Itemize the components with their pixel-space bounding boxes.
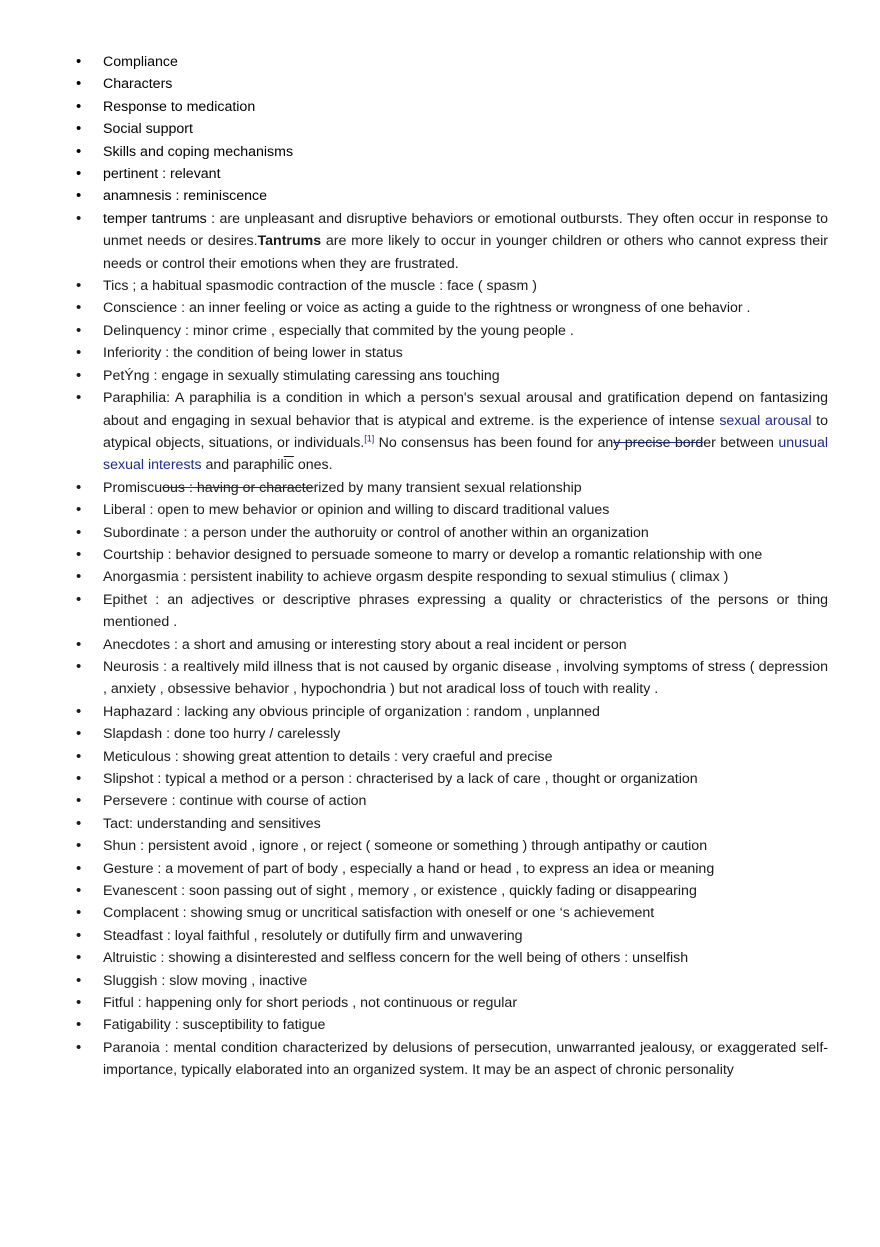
link-sexual-arousal[interactable]: sexual arousal xyxy=(719,412,812,429)
list-item: • pertinent : relevant xyxy=(76,163,828,185)
vocabulary-list xyxy=(76,51,828,1082)
list-item: • Tics ; a habitual spasmodic contraction of the muscle : face ( spasm ) xyxy=(76,275,828,297)
list-item: • Conscience : an inner feeling or voice as acting a guide to the rightness or wrongness of one behavior . xyxy=(76,297,828,319)
list-item: • Promiscuous : having or characterized by many transient sexual relationship xyxy=(76,477,828,499)
strikethrough-text: y precise bord xyxy=(613,434,704,451)
list-item: • Slapdash : done too hurry / carelessly xyxy=(76,723,828,745)
list-item: • temper tantrums : are unpleasant and disruptive behaviors or emotional outbursts. They often occur in response to unmet needs or desires.Tantrums are more likely to occur in younger children or others who cannot express their needs or control their emotions when they are frustrated. xyxy=(76,208,828,275)
list-item: • Anorgasmia : persistent inability to achieve orgasm despite responding to sexual stimulius ( climax ) xyxy=(76,566,828,588)
term: temper tantrums : xyxy=(103,210,216,227)
list-item: • Tact: understanding and sensitives xyxy=(76,813,828,835)
list-item: • Fitful : happening only for short periods , not continuous or regular xyxy=(76,992,828,1014)
strikethrough-text: ous : having or characte xyxy=(162,479,314,496)
list-item: • Persevere : continue with course of action xyxy=(76,790,828,812)
list-item: • Complacent : showing smug or uncritical satisfaction with oneself or one ‘s achievement xyxy=(76,902,828,924)
list-item: • Liberal : open to mew behavior or opinion and willing to discard traditional values xyxy=(76,499,828,521)
list-item: • Slipshot : typical a method or a person : chracterised by a lack of care , thought or organization xyxy=(76,768,828,790)
list-item: • Neurosis : a realtively mild illness that is not caused by organic disease , involving symptoms of stress ( depression , anxiety , obsessive behavior , hypochondria ) but not aradical loss of touch with reality . xyxy=(76,656,828,701)
list-item: • Paraphilia: A paraphilia is a condition in which a person's sexual arousal and gratification depend on fantasizing about and engaging in sexual behavior that is atypical and extreme. is the experience of intense sexual arousal to atypical objects, situations, or individuals.[1] No consensus has been found for any precise border between unusual sexual interests and $paraphil\overline{ic}$ ones. xyxy=(76,387,828,477)
list-item: • Subordinate : a person under the authoruity or control of another within an organization xyxy=(76,522,828,544)
list-item: • Characters xyxy=(76,73,828,95)
list-item: • PetÝng : engage in sexually stimulating caressing ans touching xyxy=(76,365,828,387)
list-item: • Delinquency : minor crime , especially that commited by the young people . xyxy=(76,320,828,342)
list-item: • Compliance xyxy=(76,51,828,73)
citation-link[interactable]: [1] xyxy=(364,433,375,444)
list-item: • Shun : persistent avoid , ignore , or reject ( someone or something ) through antipathy or caution xyxy=(76,835,828,857)
list-item: • Sluggish : slow moving , inactive xyxy=(76,970,828,992)
list-item: • Gesture : a movement of part of body , especially a hand or head , to express an idea or meaning xyxy=(76,858,828,880)
list-item: • Social support xyxy=(76,118,828,140)
list-item: • anamnesis : reminiscence xyxy=(76,185,828,207)
list-item: • Inferiority : the condition of being lower in status xyxy=(76,342,828,364)
list-item: • Altruistic : showing a disinterested and selfless concern for the well being of others : unselfish xyxy=(76,947,828,969)
list-item: • Steadfast : loyal faithful , resolutely or dutifully firm and unwavering xyxy=(76,925,828,947)
list-item: • Courtship : behavior designed to persuade someone to marry or develop a romantic relationship with one xyxy=(76,544,828,566)
list-item: • Fatigability : susceptibility to fatigue xyxy=(76,1014,828,1036)
list-item: • Paranoia : mental condition characterized by delusions of persecution, unwarranted jealousy, or exaggerated self-importance, typically elaborated into an organized system. It may be an aspect of chronic personality xyxy=(76,1037,828,1082)
list-item: • Anecdotes : a short and amusing or interesting story about a real incident or person xyxy=(76,634,828,656)
list-item: • Epithet : an adjectives or descriptive phrases expressing a quality or chracteristics of the persons or thing mentioned . xyxy=(76,589,828,634)
list-item: • Meticulous : showing great attention to details : very craeful and precise xyxy=(76,746,828,768)
bold-term: Tantrums xyxy=(257,233,322,250)
link-unusual-sexual-interests[interactable]: unusual sexual interests xyxy=(103,434,829,474)
list-item: • Evanescent : soon passing out of sight , memory , or existence , quickly fading or disappearing xyxy=(76,880,828,902)
list-item: • Haphazard : lacking any obvious principle of organization : random , unplanned xyxy=(76,701,828,723)
list-item: • Skills and coping mechanisms xyxy=(76,141,828,163)
list-item: • Response to medication xyxy=(76,96,828,118)
